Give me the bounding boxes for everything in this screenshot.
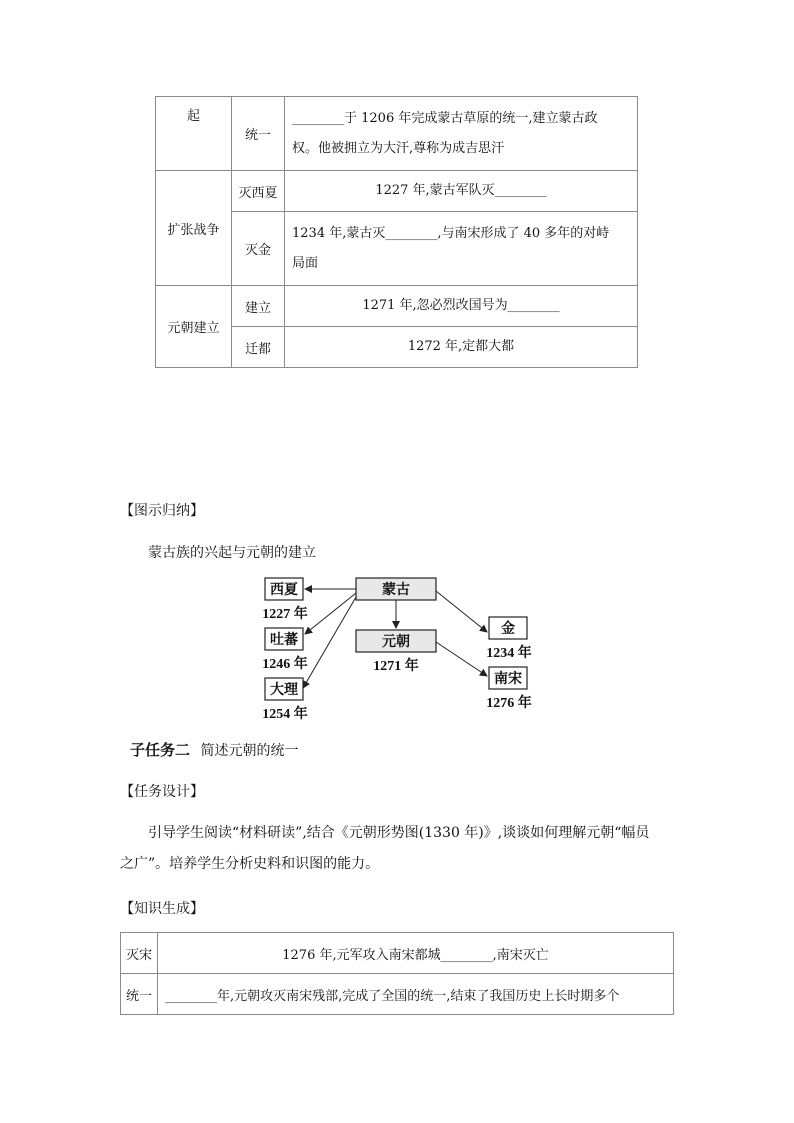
section-tushi: 【图示归纳】: [120, 503, 204, 519]
arrow-to-nansong: [436, 642, 487, 676]
cell-mie-xixia: [232, 171, 285, 212]
cell-text: 元朝建立: [167, 321, 220, 336]
cell-mie-jin-desc: [285, 212, 638, 286]
cell-text: 灭西夏: [238, 185, 278, 201]
cell-text: 1276 年,元军攻入南宋都城________,南宋灭亡: [282, 947, 549, 963]
section-renwu: 【任务设计】: [120, 784, 204, 800]
arrow-to-dali: [303, 597, 356, 688]
cell-tongyi: [232, 97, 285, 171]
cell-text: 统一: [244, 128, 271, 143]
cell-text: 扩张战争: [167, 222, 220, 238]
label-jin: 金: [501, 622, 515, 637]
arrow-to-jin: [436, 591, 487, 632]
desc-line-1: ________于 1206 年完成蒙古草原的统一,建立蒙古政: [292, 110, 598, 126]
label-yuan-year: 1271 年: [373, 659, 419, 674]
label-nansong-year: 1276 年: [486, 696, 532, 711]
subtask-label: 子任务二: [130, 741, 191, 759]
label-tubo-year: 1246 年: [262, 657, 308, 672]
diagram-svg: [250, 570, 550, 725]
cell-yuan-jianli: [156, 286, 232, 368]
desc-line-2: 权。他被拥立为大汗,尊称为成吉思汗: [292, 140, 505, 156]
cell-text: 1271 年,忽必烈改国号为________: [362, 298, 560, 313]
label-dali: 大理: [270, 683, 298, 698]
renwu-line-2: 之广”。培养学生分析史料和识图的能力。: [120, 856, 380, 872]
cell-text: 建立: [244, 300, 271, 316]
cell-miesong: [121, 933, 158, 974]
cell-tongyi2: [121, 974, 158, 1015]
cell-qi: [156, 97, 232, 171]
cell-mie-xixia-desc: [285, 171, 638, 212]
cell-text: 1227 年,蒙古军队灭________: [375, 183, 547, 198]
cell-miesong-desc: [158, 933, 674, 974]
label-tubo: 吐蕃: [270, 633, 298, 648]
cell-tongyi2-desc: [158, 974, 674, 1015]
cell-jianli-desc: [285, 286, 638, 327]
cell-text: 灭金: [244, 243, 271, 258]
cell-tongyi-desc: [285, 97, 638, 171]
arrow-to-tubo: [305, 593, 356, 634]
rise-table: [155, 96, 638, 368]
cell-jianli: [232, 286, 285, 327]
label-xixia-year: 1227 年: [262, 607, 308, 622]
label-yuan: 元朝: [382, 635, 410, 650]
cell-text: 统一: [125, 988, 152, 1004]
label-xixia: 西夏: [270, 583, 298, 598]
cell-text: 迁都: [244, 341, 271, 357]
subtask-heading: [130, 739, 298, 760]
section-zhishi: 【知识生成】: [120, 901, 204, 917]
label-menggu: 蒙古: [382, 583, 410, 598]
cell-text: 1272 年,定都大都: [407, 339, 515, 354]
cell-text: ________年,元朝攻灭南宋残部,完成了全国的统一,结束了我国历史上长时期多个: [165, 988, 620, 1004]
cell-kuozhang: [156, 171, 232, 286]
cell-qiandu: [232, 327, 285, 368]
cell-qiandu-desc: [285, 327, 638, 368]
diagram-title: 蒙古族的兴起与元朝的建立: [148, 545, 316, 561]
rise-diagram: [250, 570, 550, 725]
renwu-line-1: 引导学生阅读“材料研读”,结合《元朝形势图(1330 年)》,谈谈如何理解元朝“幅员: [148, 825, 650, 841]
label-dali-year: 1254 年: [262, 707, 308, 722]
desc-line-1: 1234 年,蒙古灭________,与南宋形成了 40 多年的对峙: [292, 225, 610, 241]
cell-mie-jin: [232, 212, 285, 286]
cell-text: 起: [186, 109, 200, 124]
cell-text: 灭宋: [125, 947, 152, 963]
desc-line-2: 局面: [292, 255, 319, 271]
unify-table: [120, 932, 674, 1015]
label-nansong: 南宋: [494, 672, 522, 687]
subtask-title: 简述元朝的统一: [200, 743, 299, 759]
label-jin-year: 1234 年: [486, 646, 532, 661]
